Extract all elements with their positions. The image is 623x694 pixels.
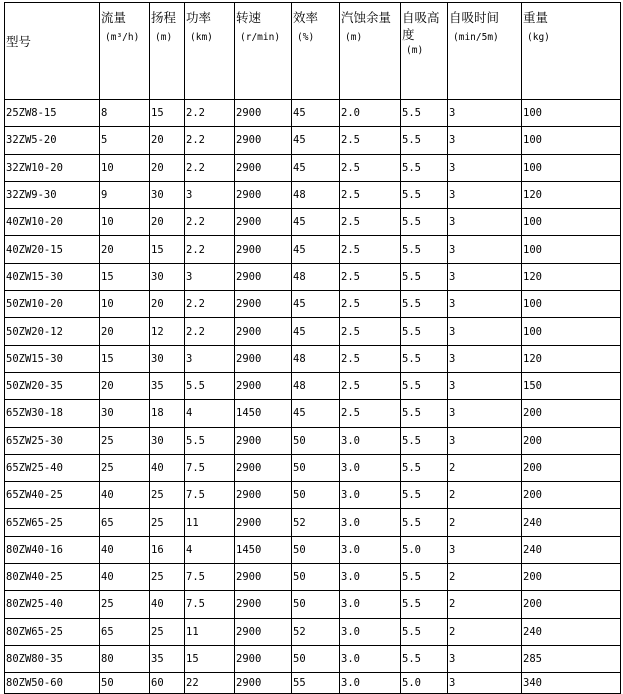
table-cell: 2900 — [235, 372, 292, 399]
table-cell: 5.5 — [401, 181, 448, 208]
table-cell: 3.0 — [340, 591, 401, 618]
table-cell: 5.5 — [401, 318, 448, 345]
table-cell: 2900 — [235, 509, 292, 536]
pump-spec-table — [4, 2, 621, 694]
table-cell: 45 — [292, 236, 340, 263]
table-cell: 2900 — [235, 591, 292, 618]
table-cell: 2.5 — [340, 236, 401, 263]
table-cell: 8 — [100, 100, 150, 127]
header-unit: (kg) — [527, 32, 550, 43]
header-head — [150, 3, 185, 100]
table-row — [5, 127, 621, 154]
table-cell: 52 — [292, 509, 340, 536]
table-cell: 45 — [292, 127, 340, 154]
header-label: 自吸高度 — [402, 10, 440, 42]
model-cell: 40ZW15-30 — [5, 263, 100, 290]
table-cell: 11 — [185, 509, 235, 536]
table-cell: 3 — [448, 645, 522, 672]
table-cell: 3 — [448, 154, 522, 181]
table-cell: 5.5 — [401, 345, 448, 372]
model-cell: 80ZW25-40 — [5, 591, 100, 618]
table-cell: 2 — [448, 564, 522, 591]
table-cell: 22 — [185, 673, 235, 694]
model-cell: 65ZW65-25 — [5, 509, 100, 536]
header-unit: (km) — [190, 32, 213, 43]
header-label: 重量 — [523, 10, 549, 25]
table-cell: 3.0 — [340, 564, 401, 591]
table-cell: 100 — [522, 209, 621, 236]
table-cell: 30 — [150, 181, 185, 208]
table-cell: 2900 — [235, 209, 292, 236]
table-cell: 2.2 — [185, 236, 235, 263]
header-unit: (m) — [155, 32, 173, 43]
table-row — [5, 318, 621, 345]
table-cell: 65 — [100, 618, 150, 645]
table-cell: 40 — [150, 454, 185, 481]
table-cell: 3 — [448, 291, 522, 318]
header-unit: (m) — [406, 45, 424, 56]
model-cell: 65ZW25-30 — [5, 427, 100, 454]
table-cell: 200 — [522, 482, 621, 509]
table-cell: 5.5 — [401, 591, 448, 618]
table-cell: 50 — [292, 536, 340, 563]
header-label: 转速 — [236, 10, 262, 25]
table-cell: 20 — [100, 372, 150, 399]
table-cell: 3 — [448, 400, 522, 427]
model-cell: 32ZW9-30 — [5, 181, 100, 208]
table-row — [5, 291, 621, 318]
model-cell: 80ZW80-35 — [5, 645, 100, 672]
table-cell: 20 — [150, 154, 185, 181]
table-cell: 2.5 — [340, 154, 401, 181]
table-cell: 240 — [522, 618, 621, 645]
table-cell: 2900 — [235, 345, 292, 372]
table-cell: 100 — [522, 291, 621, 318]
table-cell: 3 — [448, 236, 522, 263]
table-cell: 50 — [292, 482, 340, 509]
header-npsh — [340, 3, 401, 100]
table-cell: 3 — [448, 345, 522, 372]
table-cell: 2.5 — [340, 372, 401, 399]
header-label: 自吸时间 — [449, 10, 500, 25]
table-cell: 2.5 — [340, 127, 401, 154]
table-cell: 25 — [150, 509, 185, 536]
table-cell: 18 — [150, 400, 185, 427]
table-cell: 20 — [150, 209, 185, 236]
table-row — [5, 509, 621, 536]
table-cell: 2900 — [235, 318, 292, 345]
table-row — [5, 400, 621, 427]
table-cell: 5.5 — [401, 100, 448, 127]
table-cell: 20 — [150, 127, 185, 154]
table-cell: 25 — [150, 482, 185, 509]
table-cell: 50 — [100, 673, 150, 694]
table-cell: 50 — [292, 645, 340, 672]
table-row — [5, 645, 621, 672]
table-cell: 3 — [448, 318, 522, 345]
table-cell: 50 — [292, 454, 340, 481]
model-cell: 65ZW30-18 — [5, 400, 100, 427]
table-cell: 2900 — [235, 154, 292, 181]
header-unit: (min/5m) — [453, 32, 499, 43]
table-cell: 40 — [100, 536, 150, 563]
table-cell: 65 — [100, 509, 150, 536]
table-cell: 2.2 — [185, 209, 235, 236]
table-cell: 3.0 — [340, 645, 401, 672]
model-cell: 40ZW20-15 — [5, 236, 100, 263]
model-cell: 80ZW40-16 — [5, 536, 100, 563]
table-cell: 2900 — [235, 454, 292, 481]
table-cell: 5.5 — [401, 236, 448, 263]
table-cell: 2900 — [235, 181, 292, 208]
table-row — [5, 482, 621, 509]
table-cell: 5.5 — [185, 427, 235, 454]
table-cell: 5 — [100, 127, 150, 154]
table-cell: 2.5 — [340, 291, 401, 318]
table-cell: 25 — [150, 618, 185, 645]
table-cell: 10 — [100, 209, 150, 236]
table-cell: 7.5 — [185, 564, 235, 591]
model-cell: 50ZW10-20 — [5, 291, 100, 318]
table-cell: 200 — [522, 564, 621, 591]
table-cell: 4 — [185, 536, 235, 563]
model-cell: 50ZW15-30 — [5, 345, 100, 372]
table-row — [5, 372, 621, 399]
table-cell: 48 — [292, 372, 340, 399]
table-cell: 5.5 — [401, 645, 448, 672]
table-cell: 3 — [185, 181, 235, 208]
table-cell: 40 — [150, 591, 185, 618]
table-cell: 5.5 — [401, 454, 448, 481]
table-cell: 120 — [522, 181, 621, 208]
table-row — [5, 181, 621, 208]
table-cell: 5.5 — [401, 509, 448, 536]
table-cell: 45 — [292, 291, 340, 318]
table-cell: 12 — [150, 318, 185, 345]
model-cell: 65ZW40-25 — [5, 482, 100, 509]
table-cell: 3 — [448, 181, 522, 208]
table-cell: 48 — [292, 181, 340, 208]
table-cell: 100 — [522, 318, 621, 345]
table-cell: 5.5 — [401, 400, 448, 427]
table-cell: 3 — [448, 536, 522, 563]
model-cell: 40ZW10-20 — [5, 209, 100, 236]
table-cell: 2.5 — [340, 209, 401, 236]
table-cell: 2.2 — [185, 100, 235, 127]
table-cell: 100 — [522, 236, 621, 263]
table-row — [5, 673, 621, 694]
table-cell: 25 — [150, 564, 185, 591]
table-cell: 2 — [448, 482, 522, 509]
table-cell: 285 — [522, 645, 621, 672]
table-cell: 30 — [100, 400, 150, 427]
table-row — [5, 263, 621, 290]
table-cell: 2900 — [235, 127, 292, 154]
model-cell: 50ZW20-35 — [5, 372, 100, 399]
table-cell: 20 — [100, 318, 150, 345]
header-label: 扬程 — [151, 10, 177, 25]
header-label: 功率 — [186, 10, 212, 25]
table-cell: 3.0 — [340, 618, 401, 645]
table-cell: 2.5 — [340, 181, 401, 208]
table-body — [5, 3, 621, 694]
table-row — [5, 618, 621, 645]
table-cell: 3 — [448, 372, 522, 399]
table-cell: 3.0 — [340, 454, 401, 481]
table-row — [5, 427, 621, 454]
table-cell: 50 — [292, 591, 340, 618]
table-cell: 100 — [522, 154, 621, 181]
table-row — [5, 236, 621, 263]
table-cell: 2.5 — [340, 400, 401, 427]
table-cell: 25 — [100, 591, 150, 618]
table-cell: 2 — [448, 509, 522, 536]
table-cell: 30 — [150, 345, 185, 372]
table-cell: 9 — [100, 181, 150, 208]
table-cell: 3 — [448, 673, 522, 694]
table-cell: 120 — [522, 263, 621, 290]
table-cell: 5.5 — [185, 372, 235, 399]
table-cell: 15 — [185, 645, 235, 672]
table-cell: 3.0 — [340, 673, 401, 694]
table-cell: 2900 — [235, 427, 292, 454]
table-cell: 5.5 — [401, 482, 448, 509]
header-label: 流量 — [101, 10, 127, 25]
table-cell: 2.2 — [185, 291, 235, 318]
table-cell: 3 — [448, 263, 522, 290]
table-cell: 2.2 — [185, 154, 235, 181]
header-weight — [522, 3, 621, 100]
table-cell: 2.5 — [340, 263, 401, 290]
table-cell: 15 — [100, 263, 150, 290]
table-row — [5, 100, 621, 127]
table-cell: 7.5 — [185, 591, 235, 618]
table-cell: 5.5 — [401, 618, 448, 645]
header-unit: (%) — [297, 32, 315, 43]
header-row — [5, 3, 621, 100]
table-cell: 200 — [522, 427, 621, 454]
table-cell: 3.0 — [340, 482, 401, 509]
table-cell: 48 — [292, 345, 340, 372]
header-suction-time — [448, 3, 522, 100]
table-cell: 80 — [100, 645, 150, 672]
table-cell: 10 — [100, 291, 150, 318]
table-cell: 3 — [448, 127, 522, 154]
table-cell: 2900 — [235, 645, 292, 672]
table-cell: 40 — [100, 564, 150, 591]
table-cell: 2.0 — [340, 100, 401, 127]
table-cell: 2900 — [235, 564, 292, 591]
table-row — [5, 154, 621, 181]
table-cell: 240 — [522, 509, 621, 536]
table-cell: 3 — [448, 427, 522, 454]
table-row — [5, 536, 621, 563]
table-cell: 5.5 — [401, 427, 448, 454]
table-cell: 7.5 — [185, 454, 235, 481]
header-power — [185, 3, 235, 100]
model-cell: 32ZW5-20 — [5, 127, 100, 154]
header-suction-height — [401, 3, 448, 100]
table-cell: 5.5 — [401, 291, 448, 318]
table-cell: 5.5 — [401, 564, 448, 591]
table-cell: 3.0 — [340, 427, 401, 454]
table-cell: 25 — [100, 454, 150, 481]
table-cell: 52 — [292, 618, 340, 645]
table-cell: 2 — [448, 591, 522, 618]
table-row — [5, 591, 621, 618]
table-cell: 2.5 — [340, 345, 401, 372]
table-cell: 45 — [292, 400, 340, 427]
header-unit: (r/min) — [240, 32, 281, 43]
table-cell: 4 — [185, 400, 235, 427]
table-cell: 2900 — [235, 673, 292, 694]
model-cell: 65ZW25-40 — [5, 454, 100, 481]
header-speed — [235, 3, 292, 100]
table-row — [5, 564, 621, 591]
header-label: 效率 — [293, 10, 319, 25]
table-cell: 2.5 — [340, 318, 401, 345]
table-cell: 40 — [100, 482, 150, 509]
table-cell: 2.2 — [185, 318, 235, 345]
table-cell: 20 — [150, 291, 185, 318]
header-efficiency — [292, 3, 340, 100]
table-cell: 16 — [150, 536, 185, 563]
table-cell: 3 — [448, 100, 522, 127]
table-cell: 50 — [292, 564, 340, 591]
table-cell: 35 — [150, 372, 185, 399]
header-label: 型号 — [6, 34, 32, 49]
table-cell: 2900 — [235, 618, 292, 645]
model-cell: 80ZW40-25 — [5, 564, 100, 591]
table-cell: 200 — [522, 591, 621, 618]
table-row — [5, 345, 621, 372]
table-cell: 48 — [292, 263, 340, 290]
table-cell: 1450 — [235, 400, 292, 427]
table-cell: 240 — [522, 536, 621, 563]
table-cell: 2900 — [235, 263, 292, 290]
table-cell: 3 — [185, 345, 235, 372]
table-cell: 5.0 — [401, 536, 448, 563]
table-cell: 11 — [185, 618, 235, 645]
table-cell: 2900 — [235, 100, 292, 127]
table-cell: 3.0 — [340, 536, 401, 563]
table-cell: 200 — [522, 400, 621, 427]
table-cell: 20 — [100, 236, 150, 263]
table-cell: 1450 — [235, 536, 292, 563]
model-cell: 80ZW65-25 — [5, 618, 100, 645]
table-cell: 2900 — [235, 482, 292, 509]
header-flow — [100, 3, 150, 100]
table-cell: 45 — [292, 209, 340, 236]
model-cell: 80ZW50-60 — [5, 673, 100, 694]
model-cell: 50ZW20-12 — [5, 318, 100, 345]
table-cell: 150 — [522, 372, 621, 399]
table-cell: 100 — [522, 127, 621, 154]
table-cell: 10 — [100, 154, 150, 181]
table-cell: 200 — [522, 454, 621, 481]
table-cell: 2 — [448, 454, 522, 481]
table-cell: 2900 — [235, 291, 292, 318]
table-cell: 7.5 — [185, 482, 235, 509]
table-cell: 15 — [150, 100, 185, 127]
model-cell: 25ZW8-15 — [5, 100, 100, 127]
table-cell: 3 — [448, 209, 522, 236]
table-cell: 3.0 — [340, 509, 401, 536]
table-cell: 45 — [292, 318, 340, 345]
table-cell: 55 — [292, 673, 340, 694]
table-cell: 5.5 — [401, 154, 448, 181]
table-cell: 35 — [150, 645, 185, 672]
table-cell: 5.5 — [401, 263, 448, 290]
table-cell: 15 — [100, 345, 150, 372]
table-cell: 5.5 — [401, 372, 448, 399]
table-cell: 5.5 — [401, 209, 448, 236]
table-cell: 25 — [100, 427, 150, 454]
table-row — [5, 454, 621, 481]
model-cell: 32ZW10-20 — [5, 154, 100, 181]
table-cell: 2900 — [235, 236, 292, 263]
table-cell: 5.5 — [401, 127, 448, 154]
table-cell: 3 — [185, 263, 235, 290]
table-cell: 15 — [150, 236, 185, 263]
header-unit: (m³/h) — [105, 32, 140, 43]
table-cell: 2 — [448, 618, 522, 645]
table-cell: 30 — [150, 427, 185, 454]
table-cell: 45 — [292, 100, 340, 127]
table-cell: 2.2 — [185, 127, 235, 154]
header-unit: (m) — [345, 32, 363, 43]
table-cell: 120 — [522, 345, 621, 372]
table-row — [5, 209, 621, 236]
table-cell: 60 — [150, 673, 185, 694]
table-cell: 45 — [292, 154, 340, 181]
table-cell: 30 — [150, 263, 185, 290]
table-cell: 340 — [522, 673, 621, 694]
header-model — [5, 3, 100, 100]
table-cell: 50 — [292, 427, 340, 454]
table-cell: 5.0 — [401, 673, 448, 694]
table-cell: 100 — [522, 100, 621, 127]
header-label: 汽蚀余量 — [341, 10, 392, 25]
